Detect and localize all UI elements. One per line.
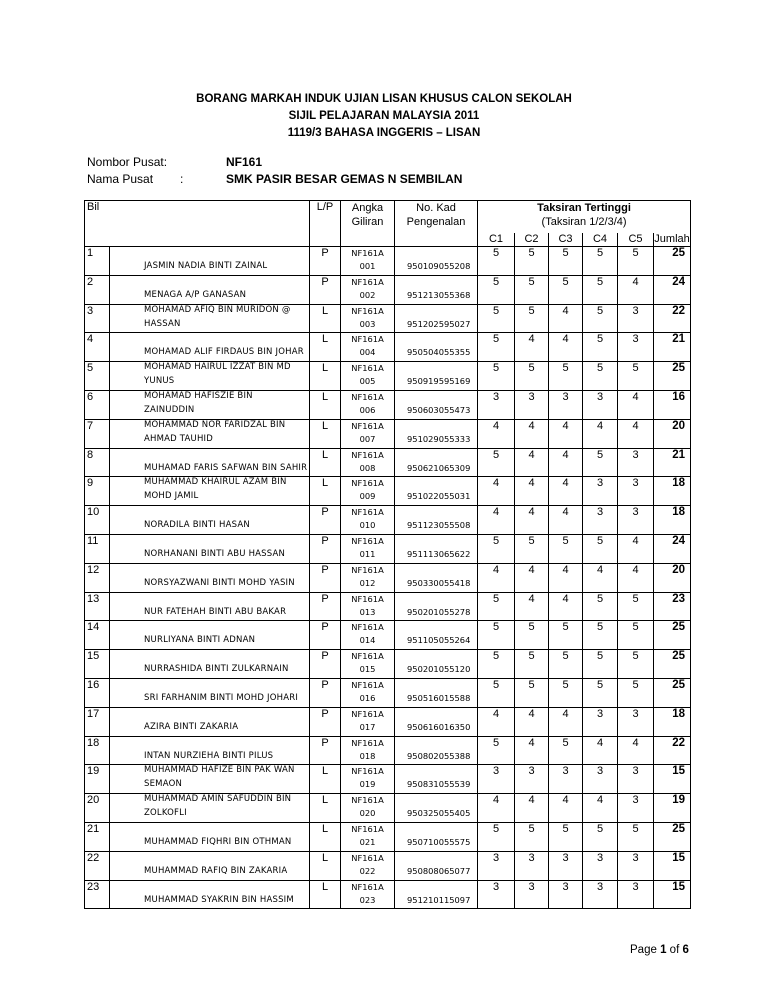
row-ic: 950710055575 bbox=[395, 822, 478, 851]
row-c5: 3 bbox=[618, 477, 654, 506]
row-c4: 3 bbox=[583, 477, 618, 506]
row-c4: 5 bbox=[583, 592, 618, 621]
row-c2: 4 bbox=[515, 707, 549, 736]
row-total: 21 bbox=[654, 448, 691, 477]
row-lp: L bbox=[310, 765, 341, 794]
row-name: NUR FATEHAH BINTI ABU BAKAR bbox=[110, 592, 310, 621]
row-c1: 4 bbox=[478, 563, 515, 592]
row-c2: 4 bbox=[515, 506, 549, 535]
row-lp: P bbox=[310, 736, 341, 765]
header-c1: C1 bbox=[478, 233, 515, 247]
row-name: MUHAMMAD KHAIRUL AZAM BIN MOHD JAMIL bbox=[110, 477, 310, 506]
row-angka: NF161A 018 bbox=[341, 736, 395, 765]
row-c2: 5 bbox=[515, 678, 549, 707]
row-bil: 13 bbox=[85, 592, 110, 621]
row-c4: 5 bbox=[583, 678, 618, 707]
row-total: 25 bbox=[654, 621, 691, 650]
row-c2: 4 bbox=[515, 477, 549, 506]
row-ic: 950603055473 bbox=[395, 390, 478, 419]
table-row bbox=[85, 304, 691, 333]
table-row bbox=[85, 851, 691, 880]
row-angka: NF161A 015 bbox=[341, 650, 395, 679]
table-row bbox=[85, 333, 691, 362]
row-c2: 4 bbox=[515, 448, 549, 477]
row-c2: 4 bbox=[515, 592, 549, 621]
table-row bbox=[85, 419, 691, 448]
row-total: 15 bbox=[654, 880, 691, 909]
row-c3: 5 bbox=[549, 650, 583, 679]
row-c1: 4 bbox=[478, 477, 515, 506]
row-name: MUHAMMAD SYAKRIN BIN HASSIM bbox=[110, 880, 310, 909]
row-c5: 4 bbox=[618, 390, 654, 419]
row-c1: 4 bbox=[478, 506, 515, 535]
row-c1: 5 bbox=[478, 736, 515, 765]
row-angka: NF161A 010 bbox=[341, 506, 395, 535]
row-c3: 5 bbox=[549, 247, 583, 276]
row-name: MOHAMAD HAFISZIE BIN ZAINUDDIN bbox=[110, 390, 310, 419]
row-name: MENAGA A/P GANASAN bbox=[110, 275, 310, 304]
row-lp: L bbox=[310, 304, 341, 333]
header-bil: Bil bbox=[85, 201, 310, 233]
row-angka: NF161A 019 bbox=[341, 765, 395, 794]
row-c5: 5 bbox=[618, 822, 654, 851]
row-c5: 5 bbox=[618, 362, 654, 391]
row-name: NORADILA BINTI HASAN bbox=[110, 506, 310, 535]
row-bil: 22 bbox=[85, 851, 110, 880]
row-angka: NF161A 002 bbox=[341, 275, 395, 304]
row-ic: 950516015588 bbox=[395, 678, 478, 707]
row-ic: 951113065622 bbox=[395, 534, 478, 563]
row-bil: 4 bbox=[85, 333, 110, 362]
row-c1: 5 bbox=[478, 650, 515, 679]
row-c2: 3 bbox=[515, 851, 549, 880]
row-c3: 3 bbox=[549, 880, 583, 909]
row-c4: 5 bbox=[583, 621, 618, 650]
row-c1: 3 bbox=[478, 765, 515, 794]
row-total: 18 bbox=[654, 477, 691, 506]
row-c1: 5 bbox=[478, 678, 515, 707]
row-ic: 950109055208 bbox=[395, 247, 478, 276]
row-name: MUHAMMAD FIQHRI BIN OTHMAN bbox=[110, 822, 310, 851]
row-c4: 5 bbox=[583, 534, 618, 563]
row-angka: NF161A 021 bbox=[341, 822, 395, 851]
row-ic: 950201055120 bbox=[395, 650, 478, 679]
table-row bbox=[85, 650, 691, 679]
row-bil: 14 bbox=[85, 621, 110, 650]
table-row bbox=[85, 506, 691, 535]
row-c5: 4 bbox=[618, 419, 654, 448]
row-bil: 19 bbox=[85, 765, 110, 794]
table-row bbox=[85, 563, 691, 592]
row-angka: NF161A 014 bbox=[341, 621, 395, 650]
row-c4: 4 bbox=[583, 736, 618, 765]
row-lp: P bbox=[310, 506, 341, 535]
table-row bbox=[85, 362, 691, 391]
centre-number-label: Nombor Pusat: bbox=[87, 155, 168, 169]
table-row bbox=[85, 390, 691, 419]
table-row bbox=[85, 794, 691, 823]
row-bil: 20 bbox=[85, 794, 110, 823]
header-c5: C5 bbox=[618, 233, 654, 247]
row-angka: NF161A 003 bbox=[341, 304, 395, 333]
row-c5: 3 bbox=[618, 794, 654, 823]
row-c3: 4 bbox=[549, 419, 583, 448]
row-c3: 5 bbox=[549, 534, 583, 563]
row-c2: 4 bbox=[515, 419, 549, 448]
row-c4: 4 bbox=[583, 794, 618, 823]
table-row bbox=[85, 477, 691, 506]
row-c5: 5 bbox=[618, 621, 654, 650]
row-c1: 5 bbox=[478, 362, 515, 391]
row-c3: 4 bbox=[549, 563, 583, 592]
row-lp: L bbox=[310, 448, 341, 477]
row-angka: NF161A 004 bbox=[341, 333, 395, 362]
row-bil: 10 bbox=[85, 506, 110, 535]
row-c3: 4 bbox=[549, 592, 583, 621]
row-c4: 4 bbox=[583, 419, 618, 448]
row-c4: 3 bbox=[583, 880, 618, 909]
row-c1: 3 bbox=[478, 880, 515, 909]
row-c3: 3 bbox=[549, 765, 583, 794]
row-lp: L bbox=[310, 362, 341, 391]
row-c4: 5 bbox=[583, 448, 618, 477]
row-total: 18 bbox=[654, 506, 691, 535]
row-c4: 5 bbox=[583, 650, 618, 679]
row-c2: 5 bbox=[515, 247, 549, 276]
row-ic: 950330055418 bbox=[395, 563, 478, 592]
row-total: 24 bbox=[654, 534, 691, 563]
row-ic: 950831055539 bbox=[395, 765, 478, 794]
row-angka: NF161A 011 bbox=[341, 534, 395, 563]
row-bil: 9 bbox=[85, 477, 110, 506]
header-nokad: No. Kad Pengenalan bbox=[395, 201, 478, 233]
row-lp: L bbox=[310, 333, 341, 362]
row-lp: L bbox=[310, 880, 341, 909]
row-c5: 3 bbox=[618, 880, 654, 909]
row-c4: 3 bbox=[583, 851, 618, 880]
row-lp: P bbox=[310, 592, 341, 621]
row-c2: 3 bbox=[515, 880, 549, 909]
row-bil: 6 bbox=[85, 390, 110, 419]
table-row bbox=[85, 247, 691, 276]
header-c2: C2 bbox=[515, 233, 549, 247]
row-c5: 4 bbox=[618, 534, 654, 563]
row-bil: 15 bbox=[85, 650, 110, 679]
row-c1: 3 bbox=[478, 390, 515, 419]
row-total: 25 bbox=[654, 650, 691, 679]
row-ic: 950802055388 bbox=[395, 736, 478, 765]
row-c2: 4 bbox=[515, 736, 549, 765]
exam-title: SIJIL PELAJARAN MALAYSIA 2011 bbox=[288, 110, 480, 122]
row-c5: 4 bbox=[618, 563, 654, 592]
row-bil: 5 bbox=[85, 362, 110, 391]
row-bil: 2 bbox=[85, 275, 110, 304]
row-angka: NF161A 006 bbox=[341, 390, 395, 419]
row-c4: 3 bbox=[583, 390, 618, 419]
row-ic: 950504055355 bbox=[395, 333, 478, 362]
row-c1: 5 bbox=[478, 448, 515, 477]
row-c1: 4 bbox=[478, 419, 515, 448]
row-name: MOHAMAD HAIRUL IZZAT BIN MD YUNUS bbox=[110, 362, 310, 391]
row-ic: 950616016350 bbox=[395, 707, 478, 736]
row-c2: 5 bbox=[515, 822, 549, 851]
row-name: NORHANANI BINTI ABU HASSAN bbox=[110, 534, 310, 563]
row-lp: L bbox=[310, 477, 341, 506]
row-bil: 3 bbox=[85, 304, 110, 333]
row-c1: 5 bbox=[478, 592, 515, 621]
row-bil: 23 bbox=[85, 880, 110, 909]
row-c1: 5 bbox=[478, 333, 515, 362]
row-ic: 950808065077 bbox=[395, 851, 478, 880]
row-c3: 3 bbox=[549, 851, 583, 880]
row-c5: 5 bbox=[618, 247, 654, 276]
row-ic: 951210115097 bbox=[395, 880, 478, 909]
row-c4: 3 bbox=[583, 506, 618, 535]
row-lp: P bbox=[310, 247, 341, 276]
row-c2: 5 bbox=[515, 362, 549, 391]
row-name: NURLIYANA BINTI ADNAN bbox=[110, 621, 310, 650]
table-row bbox=[85, 448, 691, 477]
row-c3: 5 bbox=[549, 275, 583, 304]
header-jumlah: Jumlah bbox=[654, 232, 690, 245]
row-c2: 5 bbox=[515, 650, 549, 679]
row-c1: 3 bbox=[478, 851, 515, 880]
form-title: BORANG MARKAH INDUK UJIAN LISAN KHUSUS CALON SEKOLAH bbox=[196, 93, 572, 105]
row-angka: NF161A 023 bbox=[341, 880, 395, 909]
row-lp: P bbox=[310, 678, 341, 707]
row-c5: 4 bbox=[618, 736, 654, 765]
row-c5: 5 bbox=[618, 678, 654, 707]
row-c5: 5 bbox=[618, 592, 654, 621]
table-row bbox=[85, 678, 691, 707]
row-name: MUHAMAD FARIS SAFWAN BIN SAHIR bbox=[110, 448, 310, 477]
row-c3: 4 bbox=[549, 448, 583, 477]
row-lp: P bbox=[310, 275, 341, 304]
row-lp: P bbox=[310, 621, 341, 650]
row-total: 16 bbox=[654, 390, 691, 419]
row-ic: 951105055264 bbox=[395, 621, 478, 650]
row-lp: L bbox=[310, 851, 341, 880]
row-lp: L bbox=[310, 822, 341, 851]
row-total: 15 bbox=[654, 851, 691, 880]
row-total: 22 bbox=[654, 736, 691, 765]
row-total: 20 bbox=[654, 563, 691, 592]
row-ic: 950621065309 bbox=[395, 448, 478, 477]
row-angka: NF161A 005 bbox=[341, 362, 395, 391]
row-c5: 3 bbox=[618, 333, 654, 362]
row-c1: 4 bbox=[478, 794, 515, 823]
row-name: MOHAMMAD NOR FARIDZAL BIN AHMAD TAUHID bbox=[110, 419, 310, 448]
row-angka: NF161A 009 bbox=[341, 477, 395, 506]
row-c5: 3 bbox=[618, 765, 654, 794]
row-ic: 950201055278 bbox=[395, 592, 478, 621]
row-c2: 5 bbox=[515, 621, 549, 650]
row-lp: P bbox=[310, 563, 341, 592]
row-c5: 3 bbox=[618, 448, 654, 477]
row-c2: 4 bbox=[515, 333, 549, 362]
row-ic: 951022055031 bbox=[395, 477, 478, 506]
table-row bbox=[85, 765, 691, 794]
row-c4: 4 bbox=[583, 563, 618, 592]
row-total: 22 bbox=[654, 304, 691, 333]
row-c1: 5 bbox=[478, 304, 515, 333]
row-name: INTAN NURZIEHA BINTI PILUS bbox=[110, 736, 310, 765]
row-c5: 3 bbox=[618, 304, 654, 333]
row-angka: NF161A 022 bbox=[341, 851, 395, 880]
row-c5: 5 bbox=[618, 650, 654, 679]
header-lp: L/P bbox=[310, 201, 341, 233]
row-lp: L bbox=[310, 794, 341, 823]
row-bil: 17 bbox=[85, 707, 110, 736]
row-c2: 3 bbox=[515, 390, 549, 419]
row-c2: 5 bbox=[515, 534, 549, 563]
row-total: 20 bbox=[654, 419, 691, 448]
centre-name-label: Nama Pusat bbox=[87, 172, 154, 186]
row-angka: NF161A 016 bbox=[341, 678, 395, 707]
row-total: 19 bbox=[654, 794, 691, 823]
row-bil: 8 bbox=[85, 448, 110, 477]
row-bil: 21 bbox=[85, 822, 110, 851]
row-c2: 5 bbox=[515, 304, 549, 333]
row-angka: NF161A 008 bbox=[341, 448, 395, 477]
row-lp: P bbox=[310, 707, 341, 736]
row-angka: NF161A 013 bbox=[341, 592, 395, 621]
row-c3: 4 bbox=[549, 304, 583, 333]
row-total: 18 bbox=[654, 707, 691, 736]
header-c3: C3 bbox=[549, 233, 583, 247]
row-ic: 950919595169 bbox=[395, 362, 478, 391]
table-row bbox=[85, 592, 691, 621]
row-total: 21 bbox=[654, 333, 691, 362]
row-name: SRI FARHANIM BINTI MOHD JOHARI bbox=[110, 678, 310, 707]
row-ic: 950325055405 bbox=[395, 794, 478, 823]
row-total: 15 bbox=[654, 765, 691, 794]
row-bil: 11 bbox=[85, 534, 110, 563]
row-name: MUHAMMAD RAFIQ BIN ZAKARIA bbox=[110, 851, 310, 880]
row-lp: P bbox=[310, 534, 341, 563]
centre-number-value: NF161 bbox=[226, 155, 263, 169]
row-c3: 3 bbox=[549, 390, 583, 419]
row-total: 23 bbox=[654, 592, 691, 621]
table-row bbox=[85, 736, 691, 765]
header-angka: Angka Giliran bbox=[341, 201, 395, 233]
row-c1: 5 bbox=[478, 534, 515, 563]
row-name: MOHAMAD AFIQ BIN MURIDON @ HASSAN bbox=[110, 304, 310, 333]
table-row bbox=[85, 275, 691, 304]
row-ic: 951202595027 bbox=[395, 304, 478, 333]
row-c5: 4 bbox=[618, 275, 654, 304]
row-ic: 951213055368 bbox=[395, 275, 478, 304]
row-total: 24 bbox=[654, 275, 691, 304]
row-c4: 5 bbox=[583, 304, 618, 333]
row-c5: 3 bbox=[618, 506, 654, 535]
row-c1: 4 bbox=[478, 707, 515, 736]
row-c4: 3 bbox=[583, 765, 618, 794]
row-lp: L bbox=[310, 419, 341, 448]
row-c4: 5 bbox=[583, 275, 618, 304]
row-c4: 5 bbox=[583, 247, 618, 276]
page-number: Page 1 of 6 bbox=[630, 944, 689, 956]
marks-table bbox=[84, 200, 691, 909]
row-angka: NF161A 017 bbox=[341, 707, 395, 736]
subject-title: 1119/3 BAHASA INGGERIS – LISAN bbox=[287, 127, 481, 139]
row-bil: 18 bbox=[85, 736, 110, 765]
row-c3: 5 bbox=[549, 621, 583, 650]
row-name: MUHAMMAD AMIN SAFUDDIN BIN ZOLKOFLI bbox=[110, 794, 310, 823]
row-ic: 951029055333 bbox=[395, 419, 478, 448]
row-c2: 5 bbox=[515, 275, 549, 304]
row-ic: 951123055508 bbox=[395, 506, 478, 535]
row-c4: 5 bbox=[583, 333, 618, 362]
row-name: JASMIN NADIA BINTI ZAINAL bbox=[110, 247, 310, 276]
row-c1: 5 bbox=[478, 621, 515, 650]
row-total: 25 bbox=[654, 822, 691, 851]
row-c3: 4 bbox=[549, 506, 583, 535]
row-c1: 5 bbox=[478, 275, 515, 304]
row-name: NURRASHIDA BINTI ZULKARNAIN bbox=[110, 650, 310, 679]
row-lp: P bbox=[310, 650, 341, 679]
row-c2: 4 bbox=[515, 563, 549, 592]
row-bil: 12 bbox=[85, 563, 110, 592]
row-bil: 7 bbox=[85, 419, 110, 448]
header-taksiran: Taksiran Tertinggi (Taksiran 1/2/3/4) bbox=[478, 201, 691, 233]
table-row bbox=[85, 707, 691, 736]
row-c1: 5 bbox=[478, 822, 515, 851]
row-c5: 3 bbox=[618, 707, 654, 736]
row-c2: 4 bbox=[515, 794, 549, 823]
row-c3: 4 bbox=[549, 794, 583, 823]
row-angka: NF161A 020 bbox=[341, 794, 395, 823]
header-c4: C4 bbox=[583, 233, 618, 247]
table-row bbox=[85, 534, 691, 563]
row-c3: 4 bbox=[549, 477, 583, 506]
row-c4: 5 bbox=[583, 822, 618, 851]
centre-name-value: SMK PASIR BESAR GEMAS N SEMBILAN bbox=[226, 172, 463, 186]
row-name: AZIRA BINTI ZAKARIA bbox=[110, 707, 310, 736]
table-row bbox=[85, 822, 691, 851]
row-total: 25 bbox=[654, 247, 691, 276]
row-bil: 1 bbox=[85, 247, 110, 276]
table-row bbox=[85, 621, 691, 650]
row-c5: 3 bbox=[618, 851, 654, 880]
row-c3: 4 bbox=[549, 707, 583, 736]
row-c2: 3 bbox=[515, 765, 549, 794]
row-name: MUHAMMAD HAFIZE BIN PAK WAN SEMAON bbox=[110, 765, 310, 794]
row-c3: 5 bbox=[549, 822, 583, 851]
row-angka: NF161A 007 bbox=[341, 419, 395, 448]
row-bil: 16 bbox=[85, 678, 110, 707]
row-c4: 5 bbox=[583, 362, 618, 391]
row-total: 25 bbox=[654, 678, 691, 707]
row-c3: 5 bbox=[549, 362, 583, 391]
row-c3: 4 bbox=[549, 333, 583, 362]
row-angka: NF161A 012 bbox=[341, 563, 395, 592]
centre-name-colon: : bbox=[180, 172, 184, 186]
row-total: 25 bbox=[654, 362, 691, 391]
row-name: NORSYAZWANI BINTI MOHD YASIN bbox=[110, 563, 310, 592]
row-c3: 5 bbox=[549, 736, 583, 765]
row-name: MOHAMAD ALIF FIRDAUS BIN JOHAR bbox=[110, 333, 310, 362]
row-c1: 5 bbox=[478, 247, 515, 276]
row-c3: 5 bbox=[549, 678, 583, 707]
table-row bbox=[85, 880, 691, 909]
row-lp: L bbox=[310, 390, 341, 419]
row-c4: 3 bbox=[583, 707, 618, 736]
row-angka: NF161A 001 bbox=[341, 247, 395, 276]
